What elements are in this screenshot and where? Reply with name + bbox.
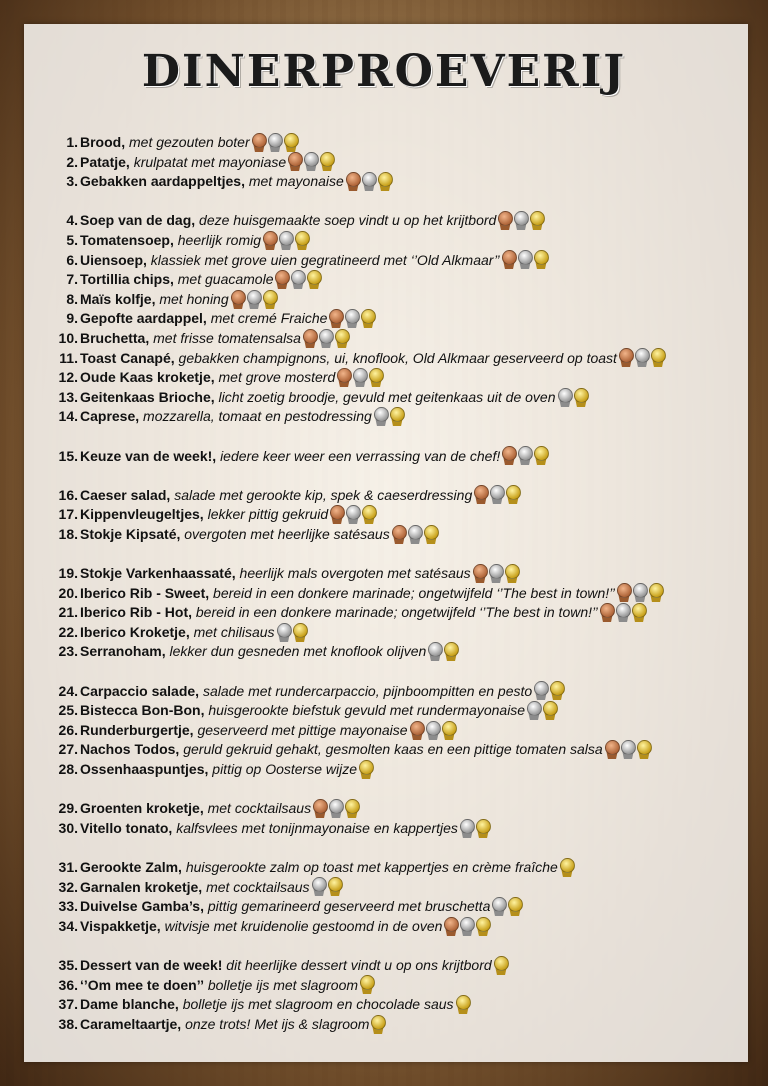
item-description: deze huisgemaakte soep vindt u op het krijtbord bbox=[199, 212, 497, 229]
item-description: overgoten met heerlijke satésaus bbox=[184, 525, 390, 542]
item-name: Patatje, bbox=[80, 153, 130, 170]
item-name: Soep van de dag, bbox=[80, 212, 196, 229]
item-name: Iberico Rib - Hot, bbox=[80, 604, 192, 621]
item-number: 26. bbox=[58, 721, 78, 738]
bronze-medal-icon bbox=[287, 152, 303, 172]
medal-group bbox=[501, 250, 549, 270]
item-description: lekker pittig gekruid bbox=[207, 506, 329, 523]
menu-item bbox=[48, 897, 748, 917]
silver-medal-icon bbox=[290, 270, 306, 290]
menu-item bbox=[48, 388, 748, 408]
menu-item bbox=[48, 976, 748, 996]
item-name: Uiensoep, bbox=[80, 251, 147, 268]
menu-item bbox=[48, 956, 748, 976]
silver-medal-icon bbox=[557, 388, 573, 408]
item-number: 11. bbox=[59, 349, 78, 366]
bronze-medal-icon bbox=[251, 133, 267, 153]
gold-medal-icon bbox=[361, 505, 377, 525]
item-description: met frisse tomatensalsa bbox=[153, 329, 301, 346]
section-gap bbox=[48, 838, 748, 858]
item-number: 8. bbox=[66, 290, 78, 307]
item-number: 4. bbox=[66, 212, 78, 229]
medal-group bbox=[345, 172, 393, 192]
medal-group bbox=[497, 211, 545, 231]
gold-medal-icon bbox=[327, 877, 343, 897]
bronze-medal-icon bbox=[443, 917, 459, 937]
gold-medal-icon bbox=[542, 701, 558, 721]
item-description: witvisje met kruidenolie gestoomd in de oven bbox=[164, 917, 443, 934]
item-name: Stokje Varkenhaassaté, bbox=[80, 565, 236, 582]
menu-item bbox=[48, 231, 748, 251]
medal-group bbox=[443, 917, 491, 937]
menu-item bbox=[48, 760, 748, 780]
item-description: geruld gekruid gehakt, gesmolten kaas en een pittige tomaten salsa bbox=[183, 741, 603, 758]
menu-item bbox=[48, 878, 748, 898]
medal-group bbox=[459, 819, 491, 839]
gold-medal-icon bbox=[368, 368, 384, 388]
item-number: 10. bbox=[58, 329, 78, 346]
silver-medal-icon bbox=[634, 348, 650, 368]
item-number: 23. bbox=[58, 643, 78, 660]
menu-item bbox=[48, 329, 748, 349]
item-number: 2. bbox=[66, 153, 78, 170]
menu-item bbox=[48, 211, 748, 231]
medal-group bbox=[473, 485, 521, 505]
silver-medal-icon bbox=[459, 917, 475, 937]
gold-medal-icon bbox=[533, 250, 549, 270]
silver-medal-icon bbox=[318, 329, 334, 349]
bronze-medal-icon bbox=[329, 505, 345, 525]
item-number: 7. bbox=[66, 271, 78, 288]
menu-item bbox=[48, 309, 748, 329]
menu-item bbox=[48, 721, 748, 741]
item-number: 12. bbox=[58, 369, 78, 386]
page-title: DINERPROEVERIJ bbox=[141, 46, 627, 97]
menu-list bbox=[48, 133, 748, 1034]
menu-item bbox=[48, 623, 748, 643]
bronze-medal-icon bbox=[312, 799, 328, 819]
menu-item bbox=[48, 995, 748, 1015]
medal-group bbox=[472, 564, 520, 584]
item-description: met chilisaus bbox=[193, 623, 275, 640]
item-number: 21. bbox=[58, 604, 78, 621]
bronze-medal-icon bbox=[302, 329, 318, 349]
gold-medal-icon bbox=[358, 760, 374, 780]
item-number: 16. bbox=[58, 486, 78, 503]
item-number: 17. bbox=[58, 506, 78, 523]
item-name: Toast Canapé, bbox=[80, 349, 175, 366]
silver-medal-icon bbox=[344, 309, 360, 329]
item-number: 36. bbox=[58, 976, 78, 993]
medal-group bbox=[559, 858, 575, 878]
item-name: Bruchetta, bbox=[80, 329, 150, 346]
bronze-medal-icon bbox=[501, 250, 517, 270]
item-number: 3. bbox=[66, 173, 78, 190]
item-number: 37. bbox=[58, 996, 78, 1013]
item-name: Gebakken aardappeltjes, bbox=[80, 173, 245, 190]
gold-medal-icon bbox=[475, 917, 491, 937]
item-description: huisgerookte zalm op toast met kappertjes en crème fraîche bbox=[185, 858, 558, 875]
medal-group bbox=[599, 603, 647, 623]
silver-medal-icon bbox=[246, 290, 262, 310]
medal-group bbox=[604, 740, 652, 760]
bronze-medal-icon bbox=[328, 309, 344, 329]
item-number: 13. bbox=[58, 388, 78, 405]
item-description: krulpatat met mayoniase bbox=[133, 153, 287, 170]
silver-medal-icon bbox=[632, 583, 648, 603]
menu-item bbox=[48, 407, 748, 427]
item-name: Duivelse Gamba’s, bbox=[80, 898, 204, 915]
item-description: heerlijk mals overgoten met satésaus bbox=[239, 565, 471, 582]
medal-group bbox=[427, 642, 459, 662]
item-description: met cremé Fraiche bbox=[210, 310, 328, 327]
silver-medal-icon bbox=[345, 505, 361, 525]
item-description: bereid in een donkere marinade; ongetwijfeld ‘’The best in town!’’ bbox=[213, 584, 615, 601]
menu-item bbox=[48, 682, 748, 702]
medal-group bbox=[501, 446, 549, 466]
gold-medal-icon bbox=[507, 897, 523, 917]
medal-group bbox=[526, 701, 558, 721]
item-description: klassiek met grove uien gegratineerd met ‘’Old Alkmaar’’ bbox=[150, 251, 500, 268]
gold-medal-icon bbox=[294, 231, 310, 251]
bronze-medal-icon bbox=[391, 525, 407, 545]
silver-medal-icon bbox=[373, 407, 389, 427]
item-name: Gepofte aardappel, bbox=[80, 310, 207, 327]
menu-item bbox=[48, 486, 748, 506]
gold-medal-icon bbox=[636, 740, 652, 760]
item-description: bereid in een donkere marinade; ongetwijfeld ‘’The best in town!’’ bbox=[195, 604, 598, 621]
silver-medal-icon bbox=[267, 133, 283, 153]
medal-group bbox=[391, 525, 439, 545]
silver-medal-icon bbox=[526, 701, 542, 721]
menu-item bbox=[48, 525, 748, 545]
item-description: pittig gemarineerd geserveerd met bruschetta bbox=[207, 898, 491, 915]
gold-medal-icon bbox=[360, 309, 376, 329]
item-description: mozzarella, tomaat en pestodressing bbox=[143, 408, 372, 425]
silver-medal-icon bbox=[311, 877, 327, 897]
item-description: dit heerlijke dessert vindt u op ons krijtbord bbox=[226, 956, 492, 973]
bronze-medal-icon bbox=[616, 583, 632, 603]
medal-group bbox=[493, 956, 509, 976]
item-number: 35. bbox=[58, 956, 78, 973]
item-name: Caprese, bbox=[80, 408, 140, 425]
bronze-medal-icon bbox=[274, 270, 290, 290]
item-number: 9. bbox=[66, 310, 78, 327]
menu-item bbox=[48, 858, 748, 878]
menu-item bbox=[48, 290, 748, 310]
bronze-medal-icon bbox=[604, 740, 620, 760]
bronze-medal-icon bbox=[409, 721, 425, 741]
item-number: 19. bbox=[58, 565, 78, 582]
item-description: licht zoetig broodje, gevuld met geitenkaas uit de oven bbox=[218, 388, 556, 405]
silver-medal-icon bbox=[615, 603, 631, 623]
menu-item bbox=[48, 153, 748, 173]
gold-medal-icon bbox=[455, 995, 471, 1015]
item-number: 22. bbox=[58, 623, 78, 640]
menu-item bbox=[48, 368, 748, 388]
item-description: met grove mosterd bbox=[218, 369, 336, 386]
silver-medal-icon bbox=[361, 172, 377, 192]
silver-medal-icon bbox=[491, 897, 507, 917]
item-number: 24. bbox=[58, 682, 78, 699]
medal-group bbox=[230, 290, 278, 310]
gold-medal-icon bbox=[423, 525, 439, 545]
section-gap bbox=[48, 427, 748, 447]
gold-medal-icon bbox=[505, 485, 521, 505]
gold-medal-icon bbox=[344, 799, 360, 819]
silver-medal-icon bbox=[488, 564, 504, 584]
gold-medal-icon bbox=[529, 211, 545, 231]
medal-group bbox=[616, 583, 664, 603]
gold-medal-icon bbox=[370, 1015, 386, 1035]
medal-group bbox=[455, 995, 471, 1015]
item-number: 15. bbox=[58, 447, 78, 464]
gold-medal-icon bbox=[283, 133, 299, 153]
bronze-medal-icon bbox=[230, 290, 246, 310]
item-number: 29. bbox=[58, 800, 78, 817]
gold-medal-icon bbox=[292, 623, 308, 643]
section-gap bbox=[48, 544, 748, 564]
silver-medal-icon bbox=[517, 446, 533, 466]
menu-item bbox=[48, 349, 748, 369]
medal-group bbox=[557, 388, 589, 408]
item-name: Ossenhaaspuntjes, bbox=[80, 761, 209, 777]
gold-medal-icon bbox=[533, 446, 549, 466]
item-description: kalfsvlees met tonijnmayonaise en kappertjes bbox=[176, 819, 458, 836]
gold-medal-icon bbox=[648, 583, 664, 603]
gold-medal-icon bbox=[650, 348, 666, 368]
silver-medal-icon bbox=[278, 231, 294, 251]
menu-item bbox=[48, 799, 748, 819]
gold-medal-icon bbox=[443, 642, 459, 662]
item-name: Carameltaartje, bbox=[80, 1015, 182, 1032]
bronze-medal-icon bbox=[336, 368, 352, 388]
item-name: Tomatensoep, bbox=[80, 231, 174, 248]
item-number: 14. bbox=[58, 408, 78, 425]
bronze-medal-icon bbox=[497, 211, 513, 231]
section-gap bbox=[48, 192, 748, 212]
menu-item bbox=[48, 740, 748, 760]
gold-medal-icon bbox=[441, 721, 457, 741]
silver-medal-icon bbox=[489, 485, 505, 505]
item-number: 20. bbox=[58, 584, 78, 601]
item-description: met guacamole bbox=[177, 271, 274, 288]
item-number: 30. bbox=[58, 819, 78, 836]
bronze-medal-icon bbox=[262, 231, 278, 251]
medal-group bbox=[618, 348, 666, 368]
item-name: Stokje Kipsaté, bbox=[80, 525, 181, 542]
item-name: Gerookte Zalm, bbox=[80, 858, 182, 875]
bronze-medal-icon bbox=[599, 603, 615, 623]
gold-medal-icon bbox=[319, 152, 335, 172]
item-name: Bistecca Bon-Bon, bbox=[80, 702, 205, 719]
medal-group bbox=[287, 152, 335, 172]
item-description: bolletje ijs met slagroom bbox=[207, 976, 359, 993]
silver-medal-icon bbox=[328, 799, 344, 819]
item-name: Geitenkaas Brioche, bbox=[80, 388, 215, 405]
item-description: onze trots! Met ijs & slagroom bbox=[185, 1015, 370, 1032]
item-number: 5. bbox=[66, 231, 78, 248]
medal-group bbox=[276, 623, 308, 643]
medal-group bbox=[533, 681, 565, 701]
gold-medal-icon bbox=[475, 819, 491, 839]
item-name: Runderburgertje, bbox=[80, 721, 194, 738]
menu-item bbox=[48, 1015, 748, 1035]
item-name: Caeser salad, bbox=[80, 486, 171, 503]
medal-group bbox=[328, 309, 376, 329]
item-description: iedere keer weer een verrassing van de chef! bbox=[220, 447, 501, 464]
item-name: Garnalen kroketje, bbox=[80, 878, 203, 895]
item-name: Vispakketje, bbox=[80, 917, 161, 934]
gold-medal-icon bbox=[549, 681, 565, 701]
medal-group bbox=[491, 897, 523, 917]
silver-medal-icon bbox=[425, 721, 441, 741]
medal-group bbox=[274, 270, 322, 290]
silver-medal-icon bbox=[533, 681, 549, 701]
item-description: geserveerd met pittige mayonaise bbox=[197, 721, 408, 738]
section-gap bbox=[48, 780, 748, 800]
medal-group bbox=[409, 721, 457, 741]
item-name: Groenten kroketje, bbox=[80, 800, 204, 817]
item-name: Keuze van de week!, bbox=[80, 447, 217, 464]
item-description: met gezouten boter bbox=[129, 134, 250, 150]
item-name: Maïs kolfje, bbox=[80, 290, 156, 307]
bronze-medal-icon bbox=[618, 348, 634, 368]
silver-medal-icon bbox=[517, 250, 533, 270]
item-name: Carpaccio salade, bbox=[80, 682, 200, 699]
item-description: gebakken champignons, ui, knoflook, Old Alkmaar geserveerd op toast bbox=[178, 349, 617, 366]
bronze-medal-icon bbox=[345, 172, 361, 192]
item-name: Iberico Rib - Sweet, bbox=[80, 584, 210, 601]
item-number: 31. bbox=[58, 858, 78, 875]
item-number: 25. bbox=[58, 702, 78, 719]
silver-medal-icon bbox=[407, 525, 423, 545]
menu-item bbox=[48, 819, 748, 839]
gold-medal-icon bbox=[559, 858, 575, 878]
item-name: Oude Kaas kroketje, bbox=[80, 369, 215, 386]
menu-item bbox=[48, 505, 748, 525]
item-name: Kippenvleugeltjes, bbox=[80, 506, 204, 523]
item-number: 27. bbox=[58, 741, 78, 758]
silver-medal-icon bbox=[513, 211, 529, 231]
menu-item bbox=[48, 564, 748, 584]
gold-medal-icon bbox=[359, 975, 375, 995]
item-description: lekker dun gesneden met knoflook olijven bbox=[169, 643, 427, 660]
medal-group bbox=[359, 975, 375, 995]
section-gap bbox=[48, 936, 748, 956]
item-description: met cocktailsaus bbox=[206, 878, 310, 895]
item-name: Serranoham, bbox=[80, 643, 166, 660]
menu-item bbox=[48, 701, 748, 721]
item-name: Nachos Todos, bbox=[80, 741, 180, 758]
gold-medal-icon bbox=[389, 407, 405, 427]
item-description: pittig op Oosterse wijze bbox=[212, 761, 358, 777]
menu-item bbox=[48, 172, 748, 192]
medal-group bbox=[312, 799, 360, 819]
bronze-medal-icon bbox=[501, 446, 517, 466]
menu-item bbox=[48, 917, 748, 937]
item-name: Vitello tonato, bbox=[80, 819, 173, 836]
item-number: 18. bbox=[58, 525, 78, 542]
section-gap bbox=[48, 662, 748, 682]
item-name: Dame blanche, bbox=[80, 996, 179, 1013]
silver-medal-icon bbox=[352, 368, 368, 388]
item-number: 32. bbox=[58, 878, 78, 895]
silver-medal-icon bbox=[620, 740, 636, 760]
gold-medal-icon bbox=[504, 564, 520, 584]
item-name: ‘’Om mee te doen’’ bbox=[80, 976, 204, 993]
gold-medal-icon bbox=[377, 172, 393, 192]
gold-medal-icon bbox=[631, 603, 647, 623]
bronze-medal-icon bbox=[472, 564, 488, 584]
item-description: salade met rundercarpaccio, pijnboompitten en pesto bbox=[202, 682, 533, 699]
silver-medal-icon bbox=[427, 642, 443, 662]
section-gap bbox=[48, 466, 748, 486]
menu-item bbox=[48, 270, 748, 290]
silver-medal-icon bbox=[303, 152, 319, 172]
menu-item bbox=[48, 603, 748, 623]
item-description: heerlijk romig bbox=[177, 231, 262, 248]
silver-medal-icon bbox=[276, 623, 292, 643]
bronze-medal-icon bbox=[473, 485, 489, 505]
silver-medal-icon bbox=[459, 819, 475, 839]
item-name: Dessert van de week! bbox=[80, 956, 223, 973]
item-description: met cocktailsaus bbox=[207, 800, 312, 817]
gold-medal-icon bbox=[262, 290, 278, 310]
item-number: 34. bbox=[58, 917, 78, 934]
medal-group bbox=[373, 407, 405, 427]
menu-item bbox=[48, 133, 748, 153]
item-name: Brood, bbox=[80, 134, 126, 150]
item-description: bolletje ijs met slagroom en chocolade saus bbox=[182, 996, 454, 1013]
item-description: huisgerookte biefstuk gevuld met rundermayonaise bbox=[208, 702, 526, 719]
medal-group bbox=[302, 329, 350, 349]
medal-group bbox=[329, 505, 377, 525]
gold-medal-icon bbox=[573, 388, 589, 408]
menu-item bbox=[48, 447, 748, 467]
medal-group bbox=[262, 231, 310, 251]
item-number: 6. bbox=[66, 251, 78, 268]
gold-medal-icon bbox=[306, 270, 322, 290]
menu-item bbox=[48, 584, 748, 604]
menu-item bbox=[48, 251, 748, 271]
item-name: Iberico Kroketje, bbox=[80, 623, 190, 640]
item-number: 33. bbox=[58, 898, 78, 915]
medal-group bbox=[251, 133, 299, 153]
medal-group bbox=[358, 760, 374, 780]
item-name: Tortillia chips, bbox=[80, 271, 174, 288]
item-description: salade met gerookte kip, spek & caeserdressing bbox=[174, 486, 473, 503]
gold-medal-icon bbox=[334, 329, 350, 349]
gold-medal-icon bbox=[493, 956, 509, 976]
item-description: met mayonaise bbox=[248, 173, 344, 190]
medal-group bbox=[336, 368, 384, 388]
medal-group bbox=[311, 877, 343, 897]
medal-group bbox=[370, 1015, 386, 1035]
menu-item bbox=[48, 642, 748, 662]
item-description: met honing bbox=[159, 290, 229, 307]
item-number: 1. bbox=[66, 134, 78, 150]
item-number: 28. bbox=[58, 761, 78, 777]
item-number: 38. bbox=[58, 1015, 78, 1032]
